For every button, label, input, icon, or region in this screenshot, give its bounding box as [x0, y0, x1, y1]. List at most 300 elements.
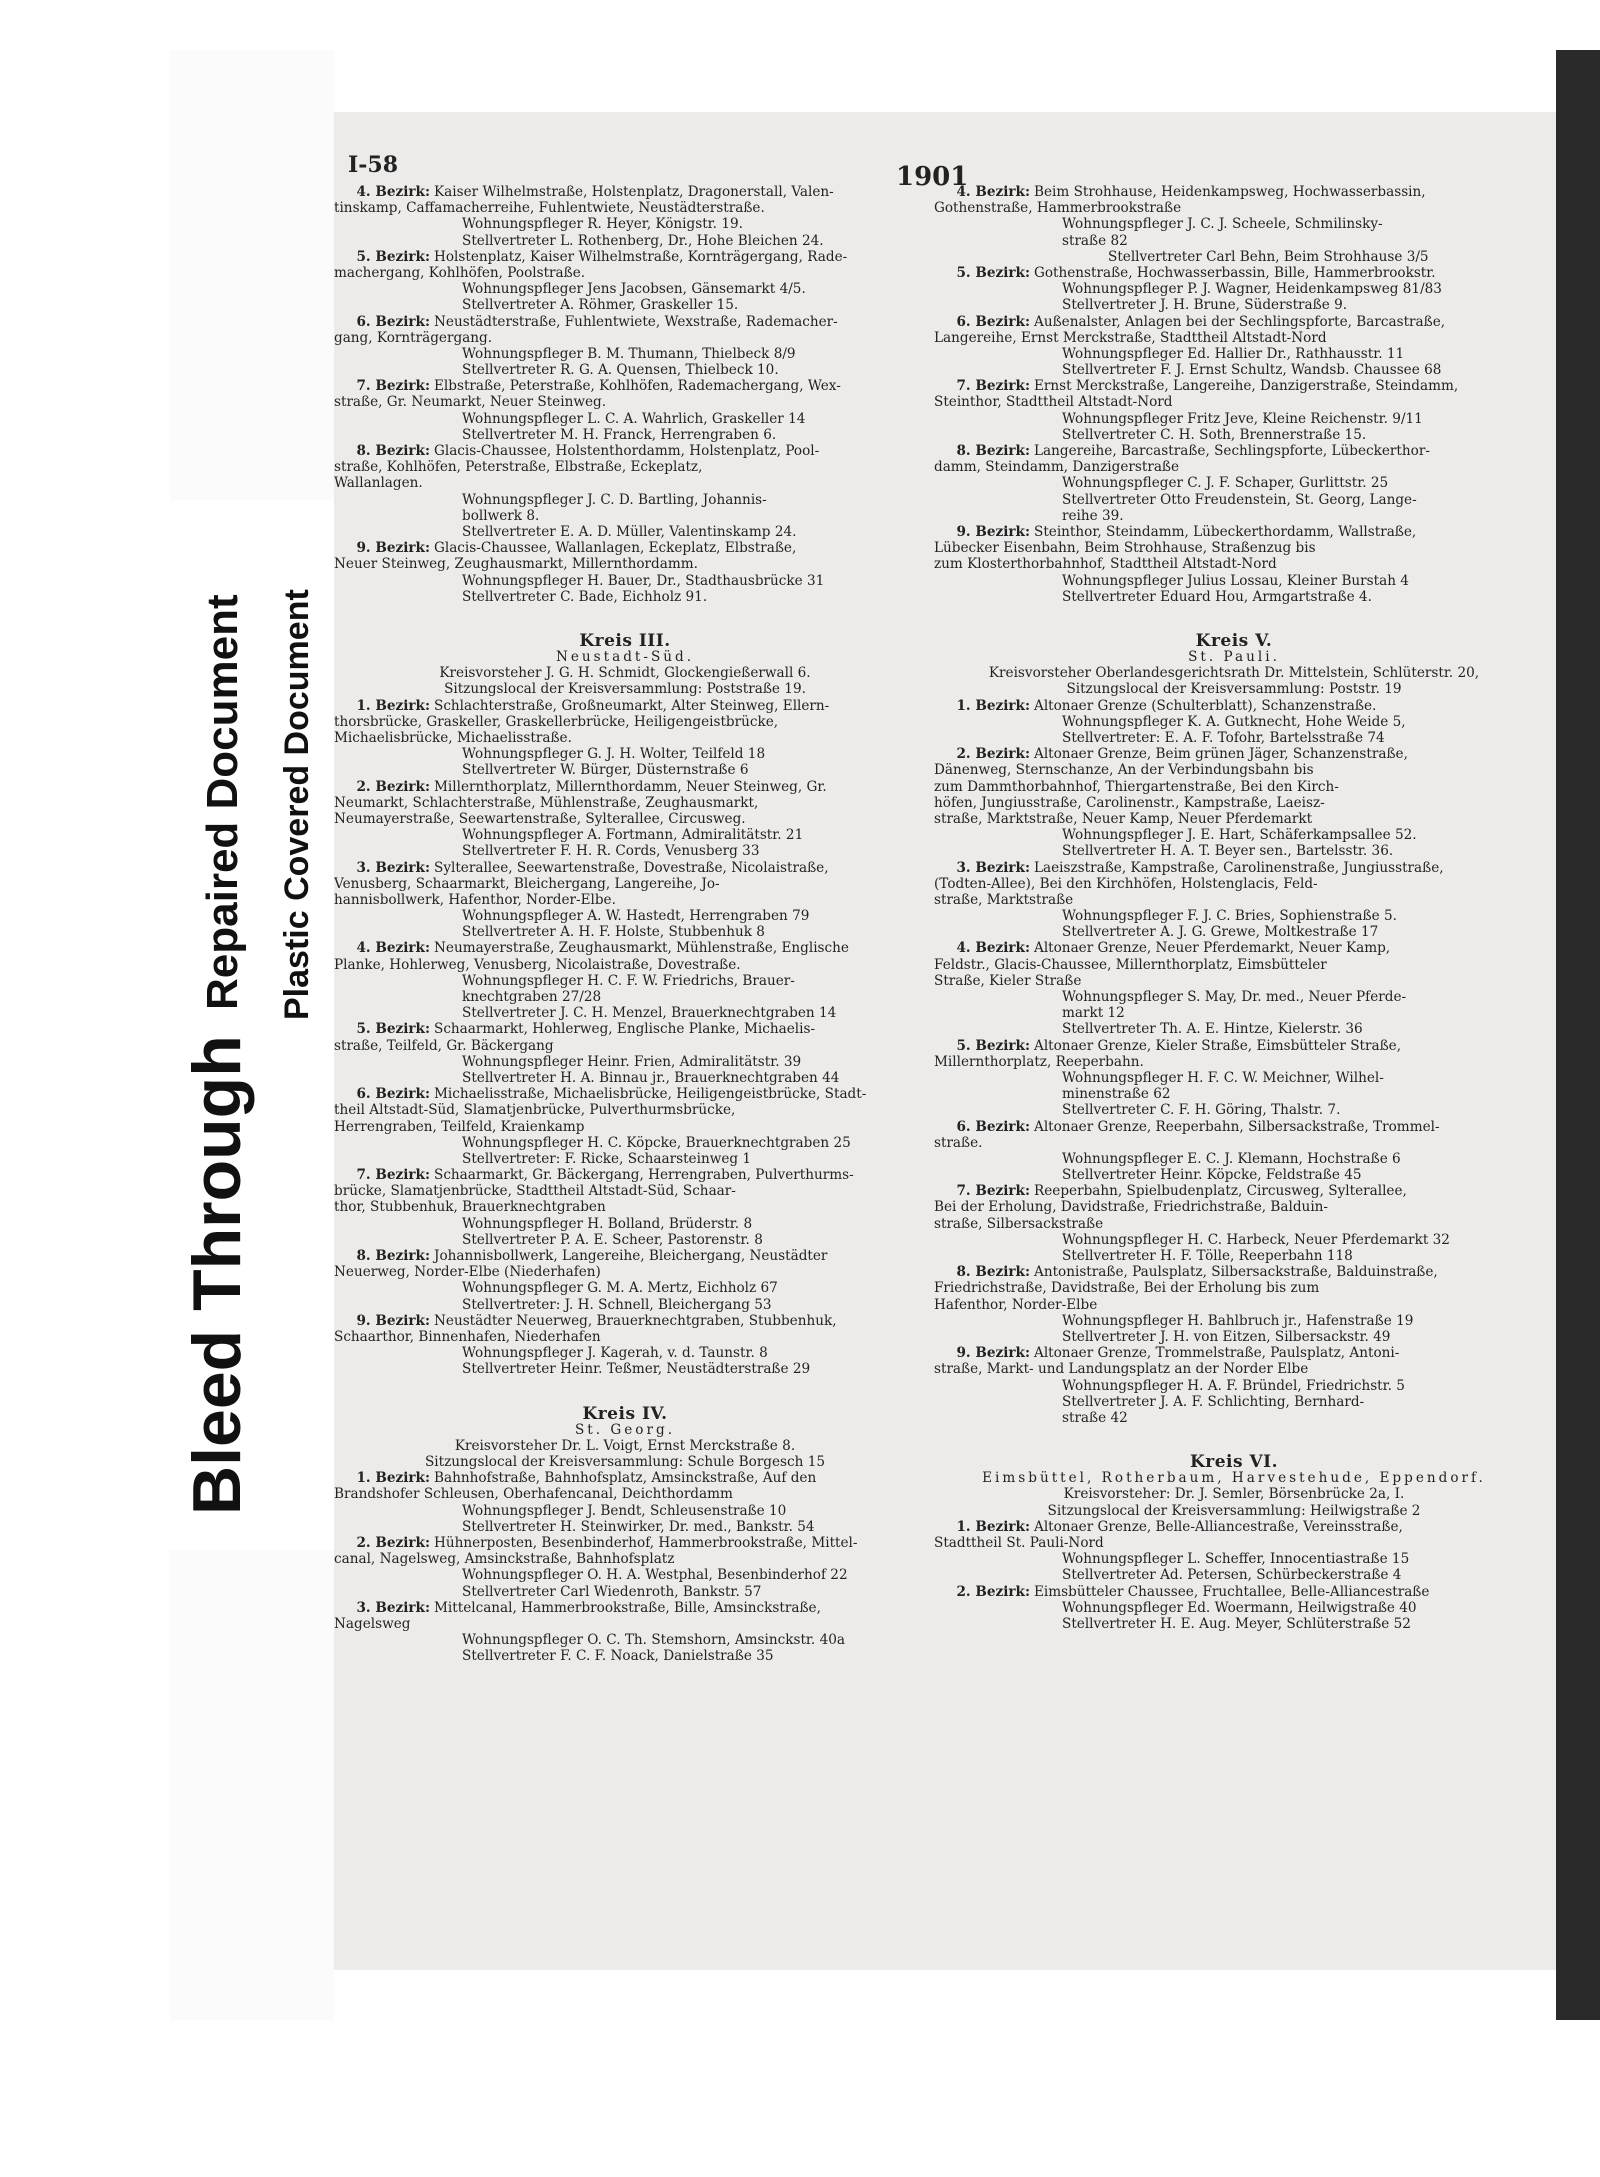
- label-bleed-through: Bleed Through: [179, 1035, 255, 1515]
- text-line: [934, 508, 1534, 524]
- text-line: [934, 427, 1534, 443]
- text-line: [934, 1297, 1534, 1313]
- bezirk-label: 7. Bezirk:: [956, 1183, 1030, 1200]
- line-text: Gothenstraße, Hammerbrookstraße: [934, 200, 1182, 217]
- line-text: Stellvertreter R. G. A. Quensen, Thielbeck 10.: [462, 362, 779, 379]
- line-text: Stellvertreter Th. A. E. Hintze, Kielerstr. 36: [1062, 1021, 1363, 1038]
- bezirk-label: 4. Bezirk:: [956, 184, 1030, 200]
- bezirk-line: [934, 1264, 1534, 1280]
- line-text: Wohnungspfleger R. Heyer, Königstr. 19.: [462, 216, 743, 233]
- line-text: Stellvertreter: E. A. F. Tofohr, Bartelsstraße 74: [1062, 730, 1385, 746]
- line-text: Lübecker Eisenbahn, Beim Strohhause, Straßenzug bis: [934, 540, 1316, 557]
- text-line: [934, 714, 1534, 730]
- bezirk-label: 8. Bezirk:: [956, 443, 1030, 459]
- line-text: Stellvertreter J. H. von Eitzen, Silbersackstr. 49: [1062, 1328, 1391, 1345]
- line-text: minenstraße 62: [1062, 1086, 1171, 1103]
- line-text: Millernthorplatz, Reeperbahn.: [934, 1053, 1144, 1070]
- text-line: [934, 1551, 1534, 1567]
- line-text: Wohnungspfleger Fritz Jeve, Kleine Reichenstr. 9/11: [1062, 410, 1423, 427]
- bezirk-line: [934, 1119, 1534, 1135]
- bezirk-line: [934, 443, 1534, 459]
- line-text: Schlachterstraße, Großneumarkt, Alter Steinweg, Ellern-: [434, 697, 830, 714]
- text-line: [934, 1378, 1534, 1394]
- text-line: [934, 1600, 1534, 1616]
- line-text: Antonistraße, Paulsplatz, Silbersackstraße, Balduinstraße,: [1034, 1264, 1438, 1281]
- text-line: [934, 1567, 1534, 1583]
- bezirk-label: 6. Bezirk:: [356, 1086, 430, 1103]
- text-line: [934, 200, 1534, 216]
- line-text: Stellvertreter Carl Behn, Beim Strohhause 3/5: [1108, 248, 1429, 265]
- text-line: [334, 524, 916, 540]
- line-text: Stellvertreter Otto Freudenstein, St. Georg, Lange-: [1062, 491, 1417, 508]
- text-line: [934, 1361, 1534, 1377]
- text-line: [334, 427, 916, 443]
- text-line: [934, 1410, 1534, 1426]
- bezirk-label: 5. Bezirk:: [956, 1037, 1030, 1054]
- line-text: Straße, Kieler Straße: [934, 972, 1082, 989]
- text-line: [334, 1345, 916, 1361]
- text-line: [934, 1054, 1534, 1070]
- line-text: Wohnungspfleger B. M. Thumann, Thielbeck 8/9: [462, 345, 796, 362]
- line-text: Wohnungspfleger Jens Jacobsen, Gänsemarkt 4/5.: [462, 281, 806, 298]
- bezirk-label: 1. Bezirk:: [956, 1518, 1030, 1535]
- text-line: [334, 508, 916, 524]
- line-text: Wohnungspfleger H. Bahlbruch jr., Hafenstraße 19: [1062, 1312, 1414, 1329]
- text-line: [334, 973, 916, 989]
- line-text: thorsbrücke, Graskeller, Graskellerbrücke, Heiligengeistbrücke,: [334, 713, 779, 730]
- bezirk-line: [334, 1167, 916, 1183]
- line-text: Wohnungspfleger J. C. D. Bartling, Johannis-: [462, 491, 767, 508]
- line-text: Planke, Hohlerweg, Venusberg, Nicolaistraße, Dovestraße.: [334, 956, 741, 973]
- bezirk-line: [334, 1600, 916, 1616]
- text-line: [334, 1519, 916, 1535]
- text-line: [334, 843, 916, 859]
- line-text: Altonaer Grenze, Beim grünen Jäger, Schanzenstraße,: [1034, 746, 1408, 763]
- spacer: [934, 605, 1534, 633]
- bezirk-label: 5. Bezirk:: [356, 1021, 430, 1038]
- bezirk-label: 5. Bezirk:: [956, 264, 1030, 281]
- line-text: straße, Silbersackstraße: [934, 1215, 1104, 1232]
- line-text: Eimsbütteler Chaussee, Fruchtallee, Belle-Alliancestraße: [1034, 1583, 1430, 1600]
- line-text: Langereihe, Ernst Merckstraße, Stadttheil Altstadt-Nord: [934, 329, 1327, 346]
- bezirk-line: [334, 443, 916, 459]
- text-line: [934, 973, 1534, 989]
- line-text: Stellvertreter Heinr. Köpcke, Feldstraße 45: [1062, 1167, 1362, 1184]
- bezirk-label: 5. Bezirk:: [356, 248, 430, 265]
- text-line: [334, 876, 916, 892]
- line-text: Neustädterstraße, Fuhlentwiete, Wexstraße, Rademacher-: [434, 313, 838, 330]
- label-plastic-covered-document: Plastic Covered Document: [278, 589, 316, 1020]
- line-text: Kreisvorsteher Oberlandesgerichtsrath Dr. Mittelstein, Schlüterstr. 20,: [988, 665, 1480, 682]
- line-text: thor, Stubbenhuk, Brauerknechtgraben: [334, 1199, 606, 1216]
- line-text: Kreisvorsteher J. G. H. Schmidt, Glockengießerwall 6.: [439, 665, 811, 682]
- line-text: straße, Gr. Neumarkt, Neuer Steinweg.: [334, 394, 607, 411]
- text-line: [334, 1584, 916, 1600]
- line-text: Stellvertreter Heinr. Teßmer, Neustädterstraße 29: [462, 1361, 811, 1378]
- text-line: [934, 1167, 1534, 1183]
- bezirk-line: [334, 698, 916, 714]
- line-text: machergang, Kohlhöfen, Poolstraße.: [334, 264, 586, 281]
- line-text: Wohnungspfleger J. Kagerah, v. d. Taunstr. 8: [462, 1345, 768, 1362]
- line-text: Stellvertreter P. A. E. Scheer, Pastorenstr. 8: [462, 1231, 763, 1248]
- line-text: Kaiser Wilhelmstraße, Holstenplatz, Dragonerstall, Valen-: [434, 184, 834, 200]
- text-line: [334, 649, 916, 665]
- line-text: Wohnungspfleger H. C. Köpcke, Brauerknechtgraben 25: [462, 1134, 851, 1151]
- line-text: Herrengraben, Teilfeld, Kraienkamp: [334, 1118, 585, 1135]
- line-text: straße 42: [1062, 1409, 1128, 1426]
- line-text: straße, Kohlhöfen, Peterstraße, Elbstraße, Eckeplatz,: [334, 459, 703, 476]
- text-line: [934, 762, 1534, 778]
- bezirk-label: 9. Bezirk:: [956, 523, 1030, 540]
- text-line: [934, 1503, 1534, 1519]
- line-text: Langereihe, Barcastraße, Sechlingspforte, Lübeckerthor-: [1034, 443, 1430, 459]
- text-line: [334, 762, 916, 778]
- bezirk-label: 7. Bezirk:: [356, 378, 430, 395]
- line-text: Außenalster, Anlagen bei der Sechlingspforte, Barcastraße,: [1034, 313, 1446, 330]
- line-text: Neustadt-Süd.: [555, 649, 695, 666]
- bezirk-line: [934, 314, 1534, 330]
- line-text: Glacis-Chaussee, Wallanlagen, Eckeplatz, Elbstraße,: [434, 540, 797, 557]
- line-text: Stellvertreter J. H. Brune, Süderstraße 9.: [1062, 297, 1348, 314]
- line-text: Gothenstraße, Hochwasserbassin, Bille, Hammerbrookstr.: [1034, 264, 1436, 281]
- line-text: Neuerweg, Norder-Elbe (Niederhafen): [334, 1264, 601, 1281]
- line-text: Michaelisbrücke, Michaelisstraße.: [334, 730, 572, 746]
- line-text: Wohnungspfleger H. C. Harbeck, Neuer Pferdemarkt 32: [1062, 1231, 1450, 1248]
- line-text: Johannisbollwerk, Langereihe, Bleichergang, Neustädter: [434, 1248, 828, 1264]
- text-line: [934, 1102, 1534, 1118]
- text-line: [334, 200, 916, 216]
- bezirk-line: [334, 1313, 916, 1329]
- line-text: straße.: [934, 1134, 983, 1151]
- bezirk-label: 4. Bezirk:: [956, 940, 1030, 957]
- text-line: [334, 714, 916, 730]
- line-text: Elbstraße, Peterstraße, Kohlhöfen, Rademachergang, Wex-: [434, 378, 841, 395]
- text-line: [334, 1616, 916, 1632]
- line-text: Wohnungspfleger Ed. Hallier Dr., Rathhausstr. 11: [1062, 345, 1405, 362]
- text-line: [334, 1183, 916, 1199]
- text-line: [934, 492, 1534, 508]
- line-text: Neuer Steinweg, Zeughausmarkt, Millernthordamm.: [334, 556, 698, 573]
- kreis-heading: [934, 633, 1534, 649]
- line-text: höfen, Jungiusstraße, Carolinenstr., Kampstraße, Laeisz-: [934, 794, 1325, 811]
- bezirk-label: 4. Bezirk:: [356, 184, 430, 200]
- bezirk-label: 2. Bezirk:: [956, 746, 1030, 763]
- bezirk-line: [934, 940, 1534, 956]
- text-line: [934, 1086, 1534, 1102]
- bezirk-label: 2. Bezirk:: [356, 1535, 430, 1551]
- bezirk-line: [934, 860, 1534, 876]
- line-text: markt 12: [1062, 1005, 1125, 1022]
- bezirk-label: 3. Bezirk:: [356, 859, 430, 876]
- line-text: Friedrichstraße, Davidstraße, Bei der Erholung bis zum: [934, 1280, 1320, 1297]
- line-text: Altonaer Grenze, Neuer Pferdemarkt, Neuer Kamp,: [1034, 940, 1391, 957]
- bezirk-label: 8. Bezirk:: [356, 443, 430, 459]
- line-text: Venusberg, Schaarmarkt, Bleichergang, Langereihe, Jo-: [334, 875, 720, 892]
- kreis-heading: [334, 633, 916, 649]
- line-text: reihe 39.: [1062, 507, 1124, 524]
- text-line: [934, 876, 1534, 892]
- right-column: [934, 184, 1534, 1632]
- bezirk-line: [934, 265, 1534, 281]
- text-line: [934, 1329, 1534, 1345]
- line-text: straße, Teilfeld, Gr. Bäckergang: [334, 1037, 554, 1054]
- bezirk-label: 6. Bezirk:: [356, 313, 430, 330]
- line-text: Holstenplatz, Kaiser Wilhelmstraße, Kornträgergang, Rade-: [434, 248, 848, 265]
- text-line: [334, 1151, 916, 1167]
- line-text: Sitzungslocal der Kreisversammlung: Schule Borgesch 15: [424, 1454, 826, 1471]
- text-line: [334, 1280, 916, 1296]
- line-text: zum Klosterthorbahnhof, Stadttheil Altstadt-Nord: [934, 556, 1277, 573]
- line-text: Wohnungspfleger O. H. A. Westphal, Besenbinderhof 22: [462, 1567, 848, 1584]
- scanner-edge: [1556, 50, 1600, 2020]
- line-text: Wohnungspfleger Julius Lossau, Kleiner Burstah 4: [1062, 572, 1409, 589]
- line-text: Dänenweg, Sternschanze, An der Verbindungsbahn bis: [934, 762, 1314, 779]
- line-text: Stellvertreter F. C. F. Noack, Danielstraße 35: [462, 1648, 774, 1665]
- line-text: zum Dammthorbahnhof, Thiergartenstraße, Bei den Kirch-: [934, 778, 1339, 795]
- line-text: Wohnungspfleger J. E. Hart, Schäferkampsallee 52.: [1062, 827, 1417, 844]
- line-text: Sylterallee, Seewartenstraße, Dovestraße, Nicolaistraße,: [434, 859, 829, 876]
- line-text: Stellvertreter H. F. Tölle, Reeperbahn 118: [1062, 1248, 1353, 1264]
- text-line: [934, 1232, 1534, 1248]
- line-text: tinskamp, Caffamacherreihe, Fuhlentwiete, Neustädterstraße.: [334, 200, 765, 217]
- bezirk-line: [934, 1584, 1534, 1600]
- line-text: Wohnungspfleger C. J. F. Schaper, Gurlittstr. 25: [1062, 475, 1389, 492]
- line-text: Mittelcanal, Hammerbrookstraße, Bille, Amsinckstraße,: [434, 1599, 821, 1616]
- text-line: [334, 795, 916, 811]
- line-text: Wohnungspfleger G. M. A. Mertz, Eichholz 67: [462, 1280, 778, 1297]
- line-text: Feldstr., Glacis-Chaussee, Millernthorplatz, Eimsbütteler: [934, 956, 1327, 973]
- text-line: [334, 1551, 916, 1567]
- text-line: [334, 1070, 916, 1086]
- line-text: Stellvertreter Carl Wiedenroth, Bankstr. 57: [462, 1583, 762, 1600]
- line-text: brücke, Slamatjenbrücke, Stadttheil Altstadt-Süd, Schaar-: [334, 1183, 736, 1200]
- text-line: [934, 681, 1534, 697]
- bezirk-line: [934, 378, 1534, 394]
- text-line: [934, 281, 1534, 297]
- line-text: Stellvertreter J. A. F. Schlichting, Bernhard-: [1062, 1393, 1365, 1410]
- text-line: [334, 362, 916, 378]
- text-line: [334, 1297, 916, 1313]
- text-line: [334, 665, 916, 681]
- line-text: Altonaer Grenze, Trommelstraße, Paulsplatz, Antoni-: [1034, 1345, 1400, 1362]
- bezirk-line: [334, 940, 916, 956]
- bezirk-line: [334, 1021, 916, 1037]
- bezirk-label: 3. Bezirk:: [956, 859, 1030, 876]
- text-line: [334, 730, 916, 746]
- text-line: [934, 1394, 1534, 1410]
- line-text: Wohnungspfleger E. C. J. Klemann, Hochstraße 6: [1062, 1150, 1401, 1167]
- line-text: canal, Nagelsweg, Amsinckstraße, Bahnhofsplatz: [334, 1551, 675, 1568]
- text-line: [934, 779, 1534, 795]
- text-line: [934, 908, 1534, 924]
- text-line: [334, 1102, 916, 1118]
- bezirk-label: 8. Bezirk:: [356, 1248, 430, 1264]
- text-line: [334, 297, 916, 313]
- line-text: Wohnungspfleger J. C. J. Scheele, Schmilinsky-: [1062, 216, 1383, 233]
- bezirk-label: 1. Bezirk:: [356, 697, 430, 714]
- text-line: [334, 1648, 916, 1664]
- text-line: [334, 746, 916, 762]
- bezirk-label: 3. Bezirk:: [356, 1599, 430, 1616]
- line-text: Schaarmarkt, Gr. Bäckergang, Herrengraben, Pulverthurms-: [434, 1167, 854, 1184]
- bezirk-line: [334, 378, 916, 394]
- kreis-heading: [334, 1406, 916, 1422]
- bezirk-line: [934, 1183, 1534, 1199]
- text-line: [334, 827, 916, 843]
- text-line: [934, 649, 1534, 665]
- bezirk-line: [334, 779, 916, 795]
- text-line: [334, 1486, 916, 1502]
- text-line: [934, 249, 1534, 265]
- line-text: Wohnungspfleger L. Scheffer, Innocentiastraße 15: [1062, 1551, 1410, 1568]
- spacer: [934, 1426, 1534, 1454]
- bezirk-label: 1. Bezirk:: [356, 1470, 430, 1487]
- text-line: [334, 924, 916, 940]
- text-line: [334, 1005, 916, 1021]
- kreis-heading: [934, 1454, 1534, 1470]
- page-number: I-58: [348, 152, 399, 178]
- line-text: Stellvertreter: F. Ricke, Schaarsteinweg 1: [462, 1150, 752, 1167]
- text-line: [334, 492, 916, 508]
- text-line: [934, 233, 1534, 249]
- text-line: [934, 459, 1534, 475]
- line-text: Stellvertreter L. Rothenberg, Dr., Hohe Bleichen 24.: [462, 232, 824, 249]
- text-line: [334, 1422, 916, 1438]
- text-line: [934, 330, 1534, 346]
- bezirk-line: [334, 249, 916, 265]
- line-text: Wohnungspfleger K. A. Gutknecht, Hohe Weide 5,: [1062, 713, 1406, 730]
- bezirk-label: 6. Bezirk:: [956, 313, 1030, 330]
- line-text: straße, Marktstraße: [934, 891, 1074, 908]
- bezirk-line: [334, 860, 916, 876]
- line-text: Wohnungspfleger Heinr. Frien, Admiralitätstr. 39: [462, 1053, 802, 1070]
- bezirk-label: 7. Bezirk:: [356, 1167, 430, 1184]
- text-line: [934, 1216, 1534, 1232]
- line-text: Nagelsweg: [334, 1615, 411, 1632]
- line-text: Stellvertreter W. Bürger, Düsternstraße 6: [462, 762, 749, 779]
- line-text: Ernst Merckstraße, Langereihe, Danzigerstraße, Steindamm,: [1034, 378, 1459, 395]
- line-text: Altonaer Grenze, Belle-Alliancestraße, Vereinsstraße,: [1034, 1518, 1403, 1535]
- bezirk-line: [934, 184, 1534, 200]
- bezirk-line: [934, 746, 1534, 762]
- bezirk-line: [934, 524, 1534, 540]
- line-text: Stellvertreter Eduard Hou, Armgartstraße 4.: [1062, 588, 1372, 605]
- line-text: Wallanlagen.: [334, 475, 423, 492]
- line-text: Glacis-Chaussee, Holstenthordamm, Holstenplatz, Pool-: [434, 443, 820, 459]
- text-line: [934, 843, 1534, 859]
- text-line: [334, 908, 916, 924]
- line-text: Stellvertreter F. H. R. Cords, Venusberg 33: [462, 843, 760, 860]
- text-line: [334, 394, 916, 410]
- line-text: Altonaer Grenze, Kieler Straße, Eimsbütteler Straße,: [1034, 1037, 1402, 1054]
- line-text: Stellvertreter C. H. Soth, Brennerstraße 15.: [1062, 426, 1367, 443]
- line-text: straße, Marktstraße, Neuer Kamp, Neuer Pferdemarkt: [934, 810, 1313, 827]
- text-line: [934, 346, 1534, 362]
- line-text: Sitzungslocal der Kreisversammlung: Heilwigstraße 2: [1047, 1502, 1421, 1519]
- bezirk-line: [334, 1248, 916, 1264]
- line-text: Wohnungspfleger G. J. H. Wolter, Teilfeld 18: [462, 746, 766, 763]
- line-text: bollwerk 8.: [462, 507, 540, 524]
- line-text: Wohnungspfleger Ed. Woermann, Heilwigstraße 40: [1062, 1599, 1417, 1616]
- text-line: [934, 411, 1534, 427]
- text-line: [334, 1438, 916, 1454]
- line-text: Wohnungspfleger H. Bauer, Dr., Stadthausbrücke 31: [462, 572, 825, 589]
- line-text: straße, Markt- und Landungsplatz an der Norder Elbe: [934, 1361, 1309, 1378]
- bezirk-label: 2. Bezirk:: [356, 778, 430, 795]
- line-text: Stellvertreter A. H. F. Holste, Stubbenhuk 8: [462, 924, 765, 941]
- bezirk-line: [334, 1086, 916, 1102]
- text-line: [934, 394, 1534, 410]
- line-text: Kreis VI.: [1189, 1454, 1279, 1471]
- line-text: Wohnungspfleger O. C. Th. Stemshorn, Amsinckstr. 40a: [462, 1632, 845, 1649]
- text-line: [334, 1119, 916, 1135]
- line-text: Eimsbüttel, Rotherbaum, Harvestehude, Eppendorf.: [982, 1470, 1486, 1487]
- text-line: [934, 924, 1534, 940]
- text-line: [934, 1005, 1534, 1021]
- bezirk-line: [934, 1519, 1534, 1535]
- text-line: [934, 1486, 1534, 1502]
- bezirk-label: 9. Bezirk:: [356, 540, 430, 557]
- line-text: Hafenthor, Norder-Elbe: [934, 1296, 1098, 1313]
- line-text: Steinthor, Steindamm, Lübeckerthordamm, Wallstraße,: [1034, 523, 1417, 540]
- text-line: [334, 1135, 916, 1151]
- text-line: [334, 1361, 916, 1377]
- text-line: [934, 1199, 1534, 1215]
- line-text: Neustädter Neuerweg, Brauerknechtgraben, Stubbenhuk,: [434, 1312, 837, 1329]
- spacer: [334, 1378, 916, 1406]
- spacer: [334, 605, 916, 633]
- text-line: [934, 1021, 1534, 1037]
- label-repaired-document: Repaired Document: [198, 594, 247, 1010]
- text-line: [934, 216, 1534, 232]
- line-text: St. Pauli.: [1188, 649, 1280, 666]
- bezirk-line: [334, 184, 916, 200]
- text-line: [934, 1151, 1534, 1167]
- line-text: Neumarkt, Schlachterstraße, Mühlenstraße, Zeughausmarkt,: [334, 794, 759, 811]
- text-line: [934, 362, 1534, 378]
- line-text: Sitzungslocal der Kreisversammlung: Poststr. 19: [1066, 681, 1402, 698]
- bezirk-line: [934, 1038, 1534, 1054]
- text-line: [334, 411, 916, 427]
- line-text: Stellvertreter M. H. Franck, Herrengraben 6.: [462, 426, 777, 443]
- line-text: Altonaer Grenze, Reeperbahn, Silbersackstraße, Trommel-: [1034, 1118, 1440, 1135]
- line-text: Stellvertreter A. Röhmer, Graskeller 15.: [462, 297, 739, 314]
- text-line: [334, 1503, 916, 1519]
- line-text: Kreis III.: [579, 632, 671, 650]
- text-line: [934, 475, 1534, 491]
- line-text: Bahnhofstraße, Bahnhofsplatz, Amsinckstraße, Auf den: [434, 1470, 817, 1487]
- text-line: [934, 1070, 1534, 1086]
- line-text: Kreisvorsteher Dr. L. Voigt, Ernst Merckstraße 8.: [454, 1437, 796, 1454]
- line-text: Stellvertreter H. E. Aug. Meyer, Schlüterstraße 52: [1062, 1615, 1411, 1632]
- line-text: Wohnungspfleger A. Fortmann, Admiralitätstr. 21: [462, 827, 804, 844]
- line-text: Stellvertreter J. C. H. Menzel, Brauerknechtgraben 14: [462, 1005, 837, 1022]
- line-text: Wohnungspfleger A. W. Hastedt, Herrengraben 79: [462, 908, 810, 925]
- line-text: Wohnungspfleger H. C. F. W. Friedrichs, Brauer-: [462, 972, 795, 989]
- text-line: [334, 233, 916, 249]
- line-text: Beim Strohhause, Heidenkampsweg, Hochwasserbassin,: [1034, 184, 1426, 200]
- text-line: [334, 573, 916, 589]
- bezirk-label: 8. Bezirk:: [956, 1264, 1030, 1281]
- line-text: gang, Kornträgergang.: [334, 329, 493, 346]
- text-line: [934, 1470, 1534, 1486]
- line-text: Steinthor, Stadttheil Altstadt-Nord: [934, 394, 1173, 411]
- bezirk-label: 9. Bezirk:: [956, 1345, 1030, 1362]
- text-line: [334, 1216, 916, 1232]
- text-line: [934, 297, 1534, 313]
- text-line: [334, 1264, 916, 1280]
- text-line: [934, 811, 1534, 827]
